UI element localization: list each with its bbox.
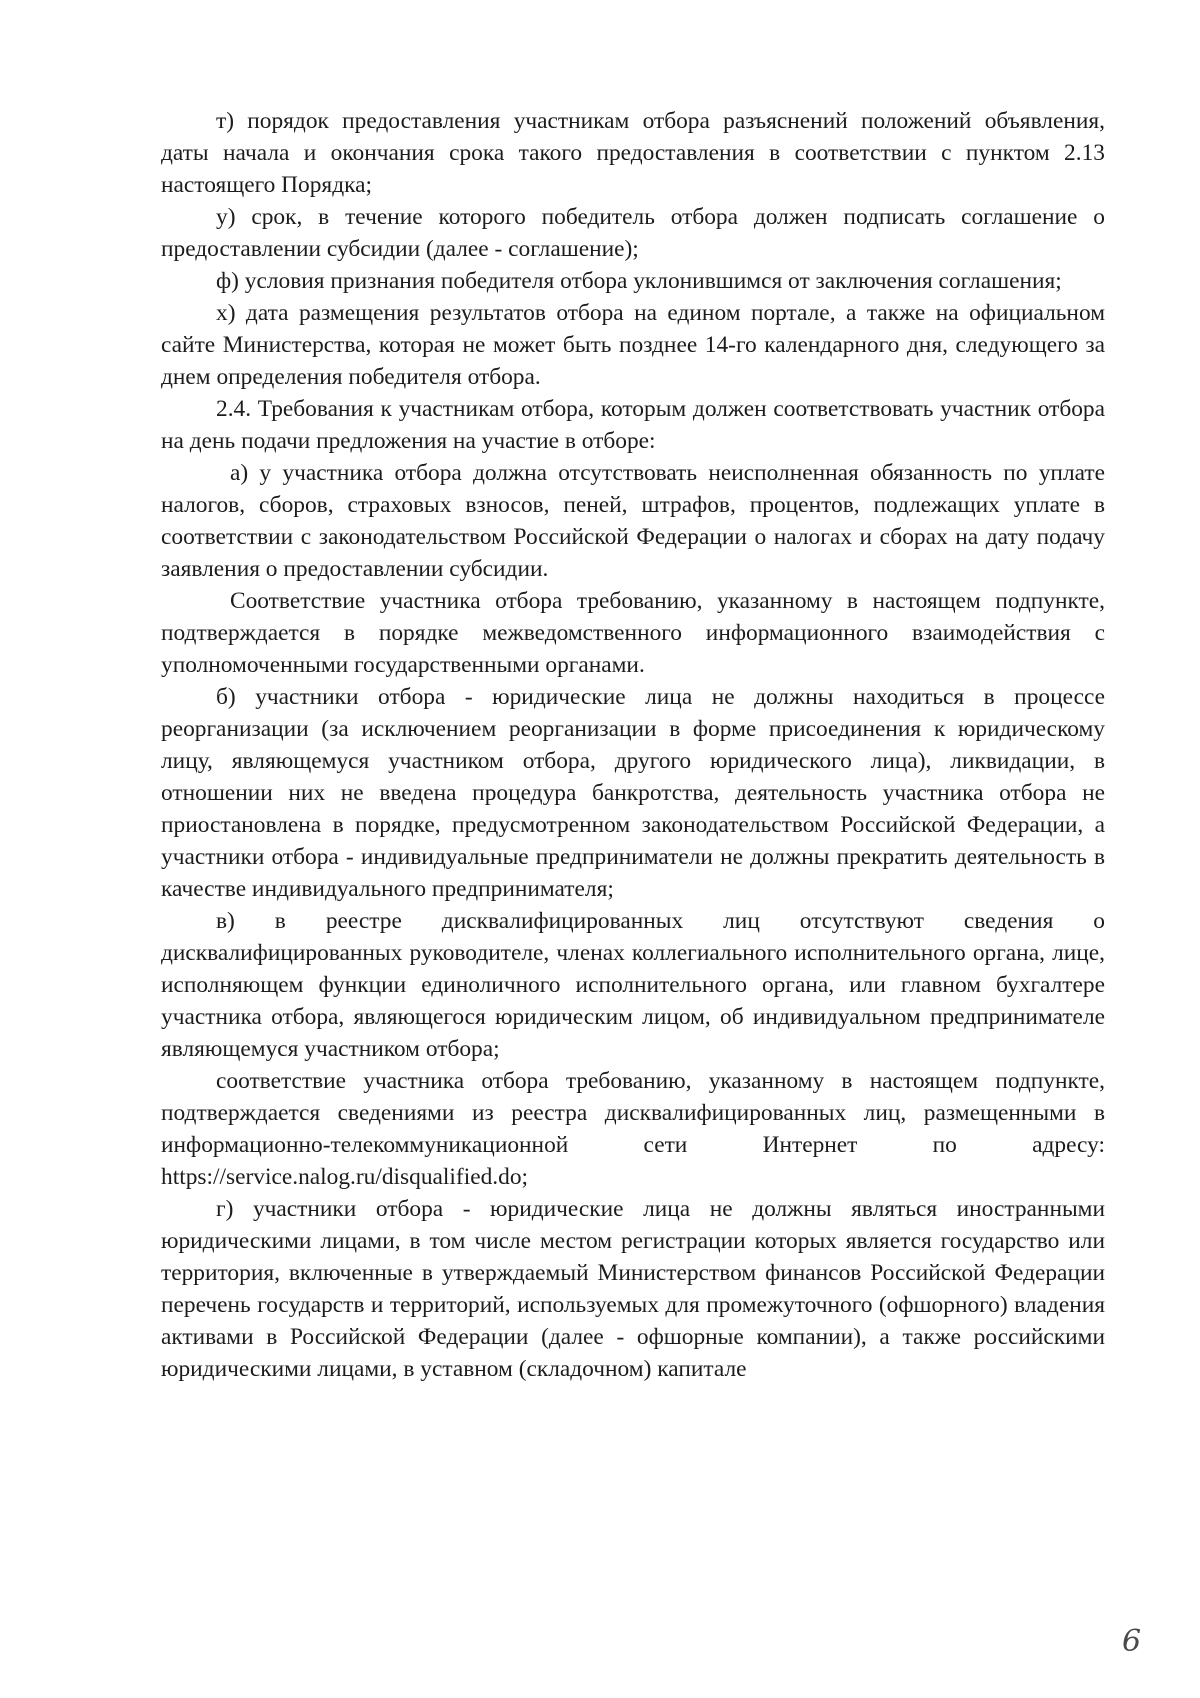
paragraph-g: г) участники отбора - юридические лица не должны являться иностранными юридическими лицами, в том числе местом регистрации которых является государство или территория, включенные в утверждаемый Министерством финансов Российской Федерации перечень государств и территорий, используемых для промежуточного (офшорного) владения активами в Российской Федерации (далее - офшорные компании), а также российскими юридическими лицами, в уставном (складочном) капитале (161, 1196, 1105, 1382)
page-number: 6 (1122, 1624, 1142, 1659)
paragraph-a-compliance: Соответствие участника отбора требованию, указанному в настоящем подпункте, подтверждается в порядке межведомственного информационного взаимодействия с уполномоченными государственными органами. (161, 588, 1105, 678)
paragraph-b: б) участники отбора - юридические лица не должны находиться в процессе реорганизации (за исключением реорганизации в форме присоединения к юридическому лицу, являющемуся участником отбора, другого юридического лица), ликвидации, в отношении них не введена процедура банкротства, деятельность участника отбора не приостановлена в порядке, предусмотренном законодательством Российской Федерации, а участники отбора - индивидуальные предприниматели не должны прекратить деятельность в качестве индивидуального предпринимателя; (161, 684, 1105, 902)
paragraph-kh: х) дата размещения результатов отбора на едином портале, а также на официальном сайте Министерства, которая не может быть позднее 14-го календарного дня, следующего за днем определения победителя отбора. (161, 300, 1105, 390)
paragraph-v-compliance: соответствие участника отбора требованию, указанному в настоящем подпункте, подтверждается сведениями из реестра дисквалифицированных лиц, размещенными в информационно-телекоммуникационной сети Интернет по адресу: https://service.nalog.ru/disqualified.do; (161, 1068, 1105, 1190)
paragraph-u: у) срок, в течение которого победитель отбора должен подписать соглашение о предоставлении субсидии (далее - соглашение); (161, 204, 1105, 262)
paragraph-f: ф) условия признания победителя отбора уклонившимся от заключения соглашения; (216, 268, 1062, 294)
document-body (161, 105, 1105, 1385)
paragraph-t: т) порядок предоставления участникам отбора разъяснений положений объявления, даты начала и окончания срока такого предоставления в соответствии с пунктом 2.13 настоящего Порядка; (161, 108, 1105, 198)
paragraph-v: в) в реестре дисквалифицированных лиц отсутствуют сведения о дисквалифицированных руководителе, членах коллегиального исполнительного органа, лице, исполняющем функции единоличного исполнительного органа, или главном бухгалтере участника отбора, являющегося юридическим лицом, об индивидуальном предпринимателе являющемуся участником отбора; (161, 908, 1105, 1062)
paragraph-2-4: 2.4. Требования к участникам отбора, которым должен соответствовать участник отбора на день подачи предложения на участие в отборе: (161, 396, 1105, 454)
paragraph-a: а) у участника отбора должна отсутствовать неисполненная обязанность по уплате налогов, сборов, страховых взносов, пеней, штрафов, процентов, подлежащих уплате в соответствии с законодательством Российской Федерации о налогах и сборах на дату подачу заявления о предоставлении субсидии. (161, 460, 1105, 582)
